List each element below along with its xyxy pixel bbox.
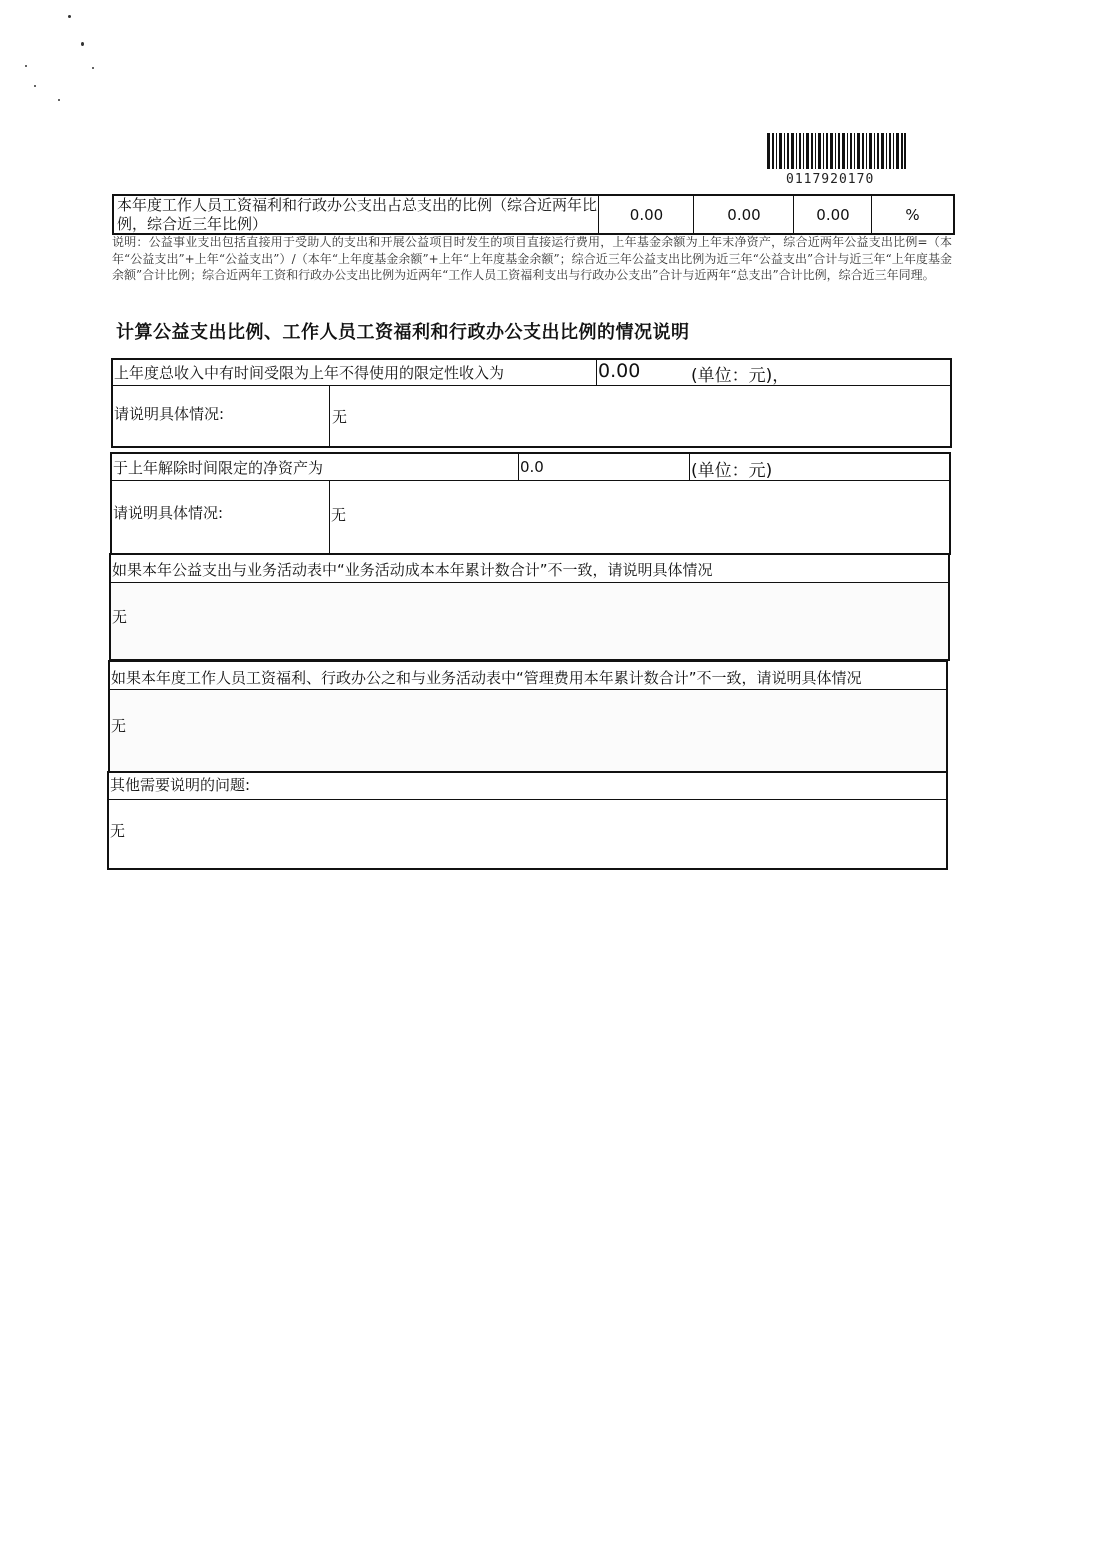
explain1-value: 无 bbox=[332, 408, 348, 426]
other-label: 其他需要说明的问题: bbox=[110, 776, 251, 794]
admin-mismatch-block bbox=[108, 660, 948, 773]
explain2-label: 请说明具体情况: bbox=[113, 504, 224, 522]
other-value: 无 bbox=[110, 822, 126, 840]
section-title: 计算公益支出比例、工作人员工资福利和行政办公支出比例的情况说明 bbox=[116, 322, 690, 343]
barcode-number: 0117920170 bbox=[786, 172, 875, 187]
ratio-value-1: 0.00 bbox=[598, 196, 694, 233]
explanatory-note: 说明：公益事业支出包括直接用于受助人的支出和开展公益项目时发生的项目直接运行费用，上年基金余额为上年末净资产，综合近两年公益支出比例=（本年“公益支出”+上年“公益支出”）/（本年“上年度基金余额”+上年“上年度基金余额”；综合近三年公益支出比例为近三年“公益支出”合计与近三年“上年度基金余额”合计比例；综合近两年工资和行政办公支出比例为近两年“工作人员工资福利支出与行政办公支出”合计与近两年“总支出”合计比例，综合近三年同理。 bbox=[112, 235, 952, 282]
restricted-income-value: 0.00 bbox=[598, 360, 641, 382]
ratio-table bbox=[112, 194, 955, 235]
barcode bbox=[767, 133, 906, 169]
restricted-income-label: 上年度总收入中有时间受限为上年不得使用的限定性收入为 bbox=[114, 364, 505, 382]
ratio-label: 本年度工作人员工资福利和行政办公支出占总支出的比例（综合近两年比例，综合近三年比例） bbox=[117, 196, 598, 233]
admin-mismatch-value: 无 bbox=[111, 717, 127, 735]
explain2-value: 无 bbox=[331, 506, 347, 524]
public-welfare-mismatch-value: 无 bbox=[112, 608, 128, 626]
released-assets-block bbox=[110, 452, 951, 555]
restricted-income-unit: (单位：元)， bbox=[691, 366, 790, 386]
ratio-unit: % bbox=[871, 196, 953, 233]
public-welfare-mismatch-label: 如果本年公益支出与业务活动表中“业务活动成本本年累计数合计”不一致，请说明具体情况 bbox=[112, 561, 713, 579]
restricted-income-block bbox=[111, 358, 952, 448]
released-assets-label: 于上年解除时间限定的净资产为 bbox=[113, 459, 324, 477]
ratio-value-2: 0.00 bbox=[693, 196, 794, 233]
admin-mismatch-label: 如果本年度工作人员工资福利、行政办公之和与业务活动表中“管理费用本年累计数合计”不一致，请说明具体情况 bbox=[111, 669, 862, 687]
public-welfare-mismatch-block bbox=[109, 553, 950, 661]
ratio-value-3: 0.00 bbox=[793, 196, 872, 233]
explain1-label: 请说明具体情况: bbox=[114, 405, 225, 423]
other-block bbox=[107, 771, 948, 870]
released-assets-value: 0.0 bbox=[520, 458, 544, 476]
released-assets-unit: (单位：元) bbox=[691, 461, 773, 481]
